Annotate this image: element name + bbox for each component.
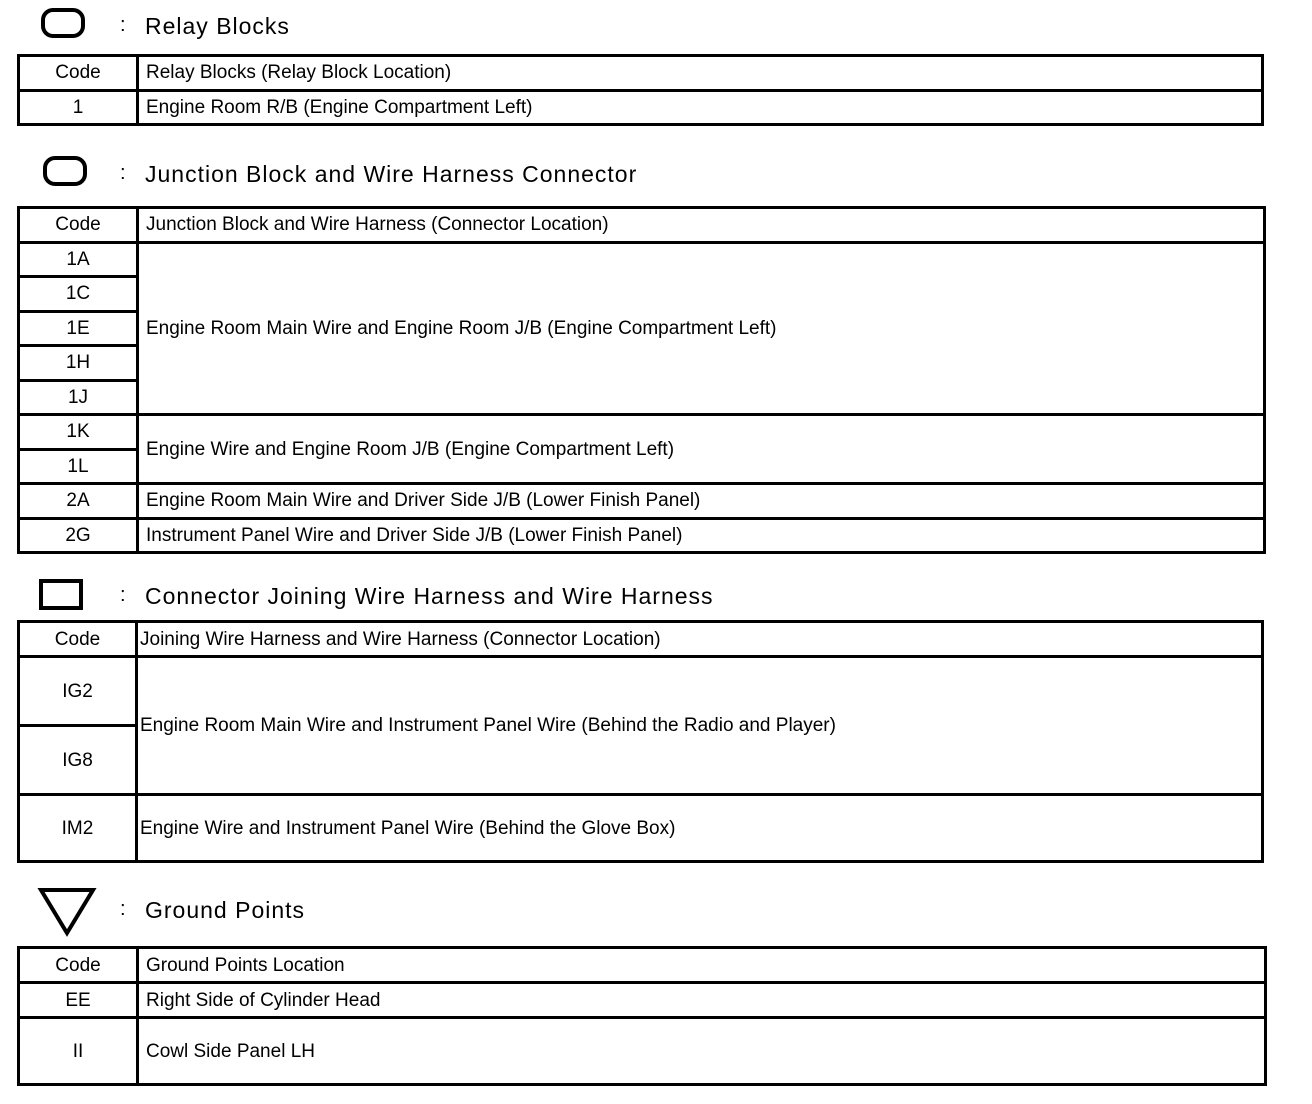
location-cell: Engine Wire and Engine Room J/B (Engine Compartment Left) [138,415,1265,484]
location-cell: Engine Room Main Wire and Instrument Panel Wire (Behind the Radio and Player) [137,657,1263,795]
table-row [19,795,1263,862]
code-cell: 2G [19,518,138,553]
rounded-rect-icon [40,154,92,190]
table-header-row [19,208,1265,243]
code-cell: 1L [19,449,138,484]
table-row [19,484,1265,519]
table-header-row [19,56,1263,91]
table-row [19,90,1263,125]
code-cell: EE [19,983,138,1018]
location-cell: Engine Room Main Wire and Driver Side J/B (Lower Finish Panel) [138,484,1265,519]
location-header: Ground Points Location [138,948,1266,983]
location-cell: Engine Room R/B (Engine Compartment Left) [138,90,1263,125]
section-title: Junction Block and Wire Harness Connector [145,161,638,187]
section-title: Ground Points [145,897,306,923]
code-header: Code [19,56,138,91]
code-cell: 1H [19,346,138,381]
relay-blocks-heading [0,6,700,46]
code-cell: 1K [19,415,138,450]
junction-block-heading [0,154,900,194]
code-cell: IG8 [19,726,137,795]
code-header: Code [19,948,138,983]
table-row [19,1018,1266,1085]
code-cell: 1J [19,380,138,415]
relay-blocks-table [17,54,1264,126]
table-row [19,983,1266,1018]
connector-heading [0,576,900,616]
triangle-icon [36,886,98,938]
table-row [19,242,1265,277]
code-header: Code [19,622,137,657]
location-cell: Engine Room Main Wire and Engine Room J/B (Engine Compartment Left) [138,242,1265,415]
heading-colon: : [120,898,126,920]
heading-colon: : [120,162,126,184]
junction-block-table [17,206,1266,554]
location-cell: Engine Wire and Instrument Panel Wire (Behind the Glove Box) [137,795,1263,862]
location-cell: Right Side of Cylinder Head [138,983,1266,1018]
table-row [19,657,1263,726]
heading-colon: : [120,14,126,36]
rounded-rect-icon [38,6,90,42]
table-header-row [19,622,1263,657]
ground-points-heading [0,886,700,938]
section-title: Connector Joining Wire Harness and Wire Harness [145,583,714,609]
code-cell: II [19,1018,138,1085]
heading-colon: : [120,584,126,606]
code-cell: 1E [19,311,138,346]
table-row [19,518,1265,553]
location-cell: Cowl Side Panel LH [138,1018,1266,1085]
location-header: Relay Blocks (Relay Block Location) [138,56,1263,91]
ground-points-table [17,946,1267,1086]
table-row [19,415,1265,450]
code-cell: 2A [19,484,138,519]
square-icon [36,576,88,614]
table-header-row [19,948,1266,983]
code-header: Code [19,208,138,243]
code-cell: 1A [19,242,138,277]
section-title: Relay Blocks [145,13,290,39]
connector-table [17,620,1264,863]
code-cell: 1 [19,90,138,125]
location-header: Joining Wire Harness and Wire Harness (Connector Location) [137,622,1263,657]
location-header: Junction Block and Wire Harness (Connector Location) [138,208,1265,243]
location-cell: Instrument Panel Wire and Driver Side J/B (Lower Finish Panel) [138,518,1265,553]
code-cell: 1C [19,277,138,312]
code-cell: IG2 [19,657,137,726]
code-cell: IM2 [19,795,137,862]
